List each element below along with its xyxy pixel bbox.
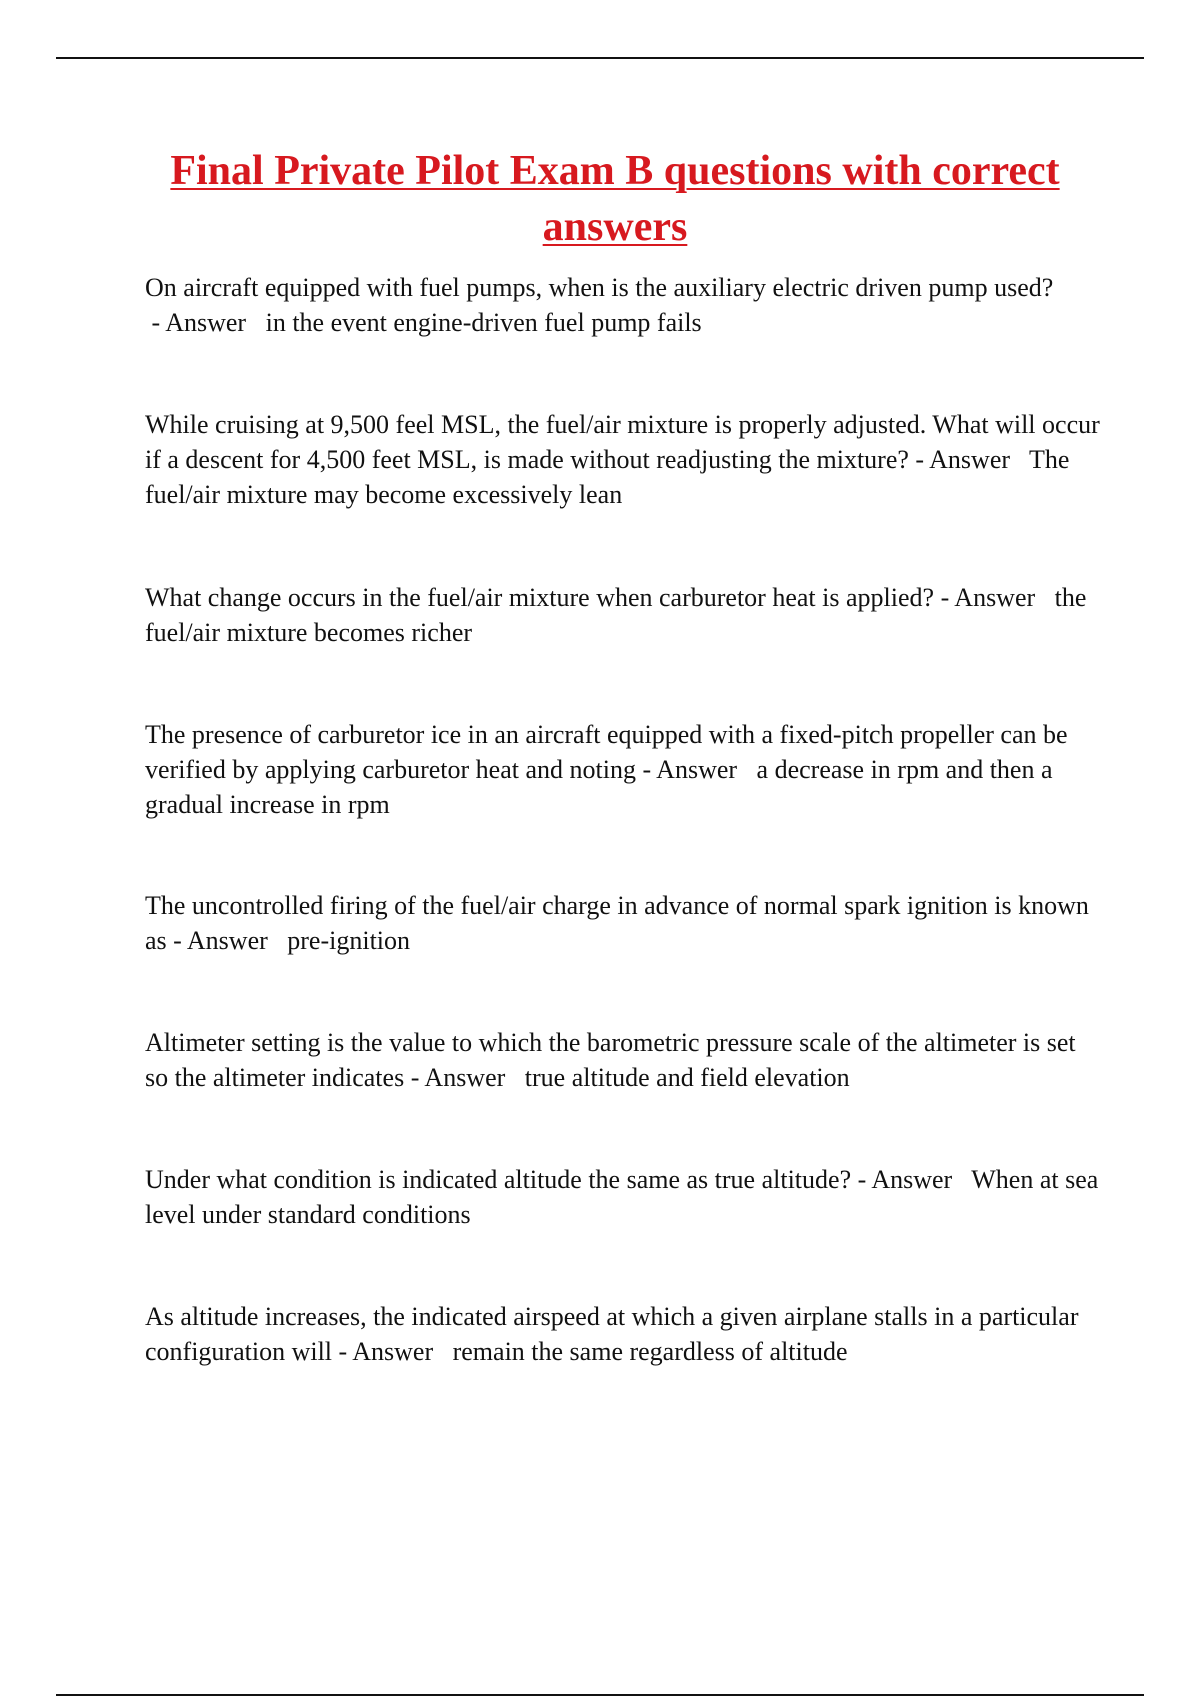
question-text: Under what condition is indicated altitude the same as true altitude? bbox=[145, 1165, 852, 1194]
top-rule bbox=[56, 57, 1144, 59]
answer-text: true altitude and field elevation bbox=[524, 1063, 850, 1092]
answer-label: - Answer bbox=[934, 583, 1055, 612]
qa-item-2 bbox=[145, 407, 1100, 512]
qa-item-6 bbox=[145, 1025, 1100, 1095]
question-text: As altitude increases, the indicated airspeed at which a given airplane stalls in a particular configuration will bbox=[145, 1302, 1079, 1366]
qa-item-7 bbox=[145, 1162, 1100, 1232]
qa-item-8 bbox=[145, 1299, 1100, 1369]
answer-text: the fuel/air mixture becomes richer bbox=[145, 583, 1087, 647]
answer-label: - Answer bbox=[404, 1063, 525, 1092]
answer-text: a decrease in rpm and then a gradual increase in rpm bbox=[145, 755, 1053, 819]
qa-item-3 bbox=[145, 580, 1100, 650]
qa-item-5 bbox=[145, 888, 1100, 958]
answer-label: - Answer bbox=[332, 1337, 453, 1366]
answer-text: When at sea level under standard conditions bbox=[145, 1165, 1099, 1229]
answer-text: The fuel/air mixture may become excessively lean bbox=[145, 445, 1070, 509]
answer-text: in the event engine-driven fuel pump fails bbox=[265, 308, 702, 337]
answer-label: - Answer bbox=[635, 755, 757, 784]
qa-item-4 bbox=[145, 717, 1100, 822]
answer-text: remain the same regardless of altitude bbox=[452, 1337, 848, 1366]
bottom-rule bbox=[56, 1694, 1144, 1696]
question-text: The uncontrolled firing of the fuel/air charge in advance of normal spark ignition is known as bbox=[145, 891, 1089, 955]
question-text: While cruising at 9,500 feel MSL, the fuel/air mixture is properly adjusted. What will occur if a descent for 4,500 feet MSL, is made without readjusting the mixture? bbox=[145, 410, 1100, 474]
question-text: Altimeter setting is the value to which the barometric pressure scale of the altimeter is set so the altimeter indicates bbox=[145, 1028, 1076, 1092]
document-title: Final Private Pilot Exam B questions with correct answers bbox=[170, 148, 1060, 250]
answer-text: pre-ignition bbox=[287, 926, 411, 955]
answer-label: - Answer bbox=[166, 926, 288, 955]
qa-item-1 bbox=[145, 270, 1100, 340]
question-text: On aircraft equipped with fuel pumps, when is the auxiliary electric driven pump used? bbox=[145, 273, 1054, 302]
question-text: The presence of carburetor ice in an aircraft equipped with a fixed-pitch propeller can be verified by applying carburetor heat and noting bbox=[145, 720, 1068, 784]
answer-label: - Answer bbox=[908, 445, 1030, 474]
answer-label: - Answer bbox=[145, 308, 266, 337]
question-text: What change occurs in the fuel/air mixture when carburetor heat is applied? bbox=[145, 583, 935, 612]
answer-label: - Answer bbox=[851, 1165, 972, 1194]
